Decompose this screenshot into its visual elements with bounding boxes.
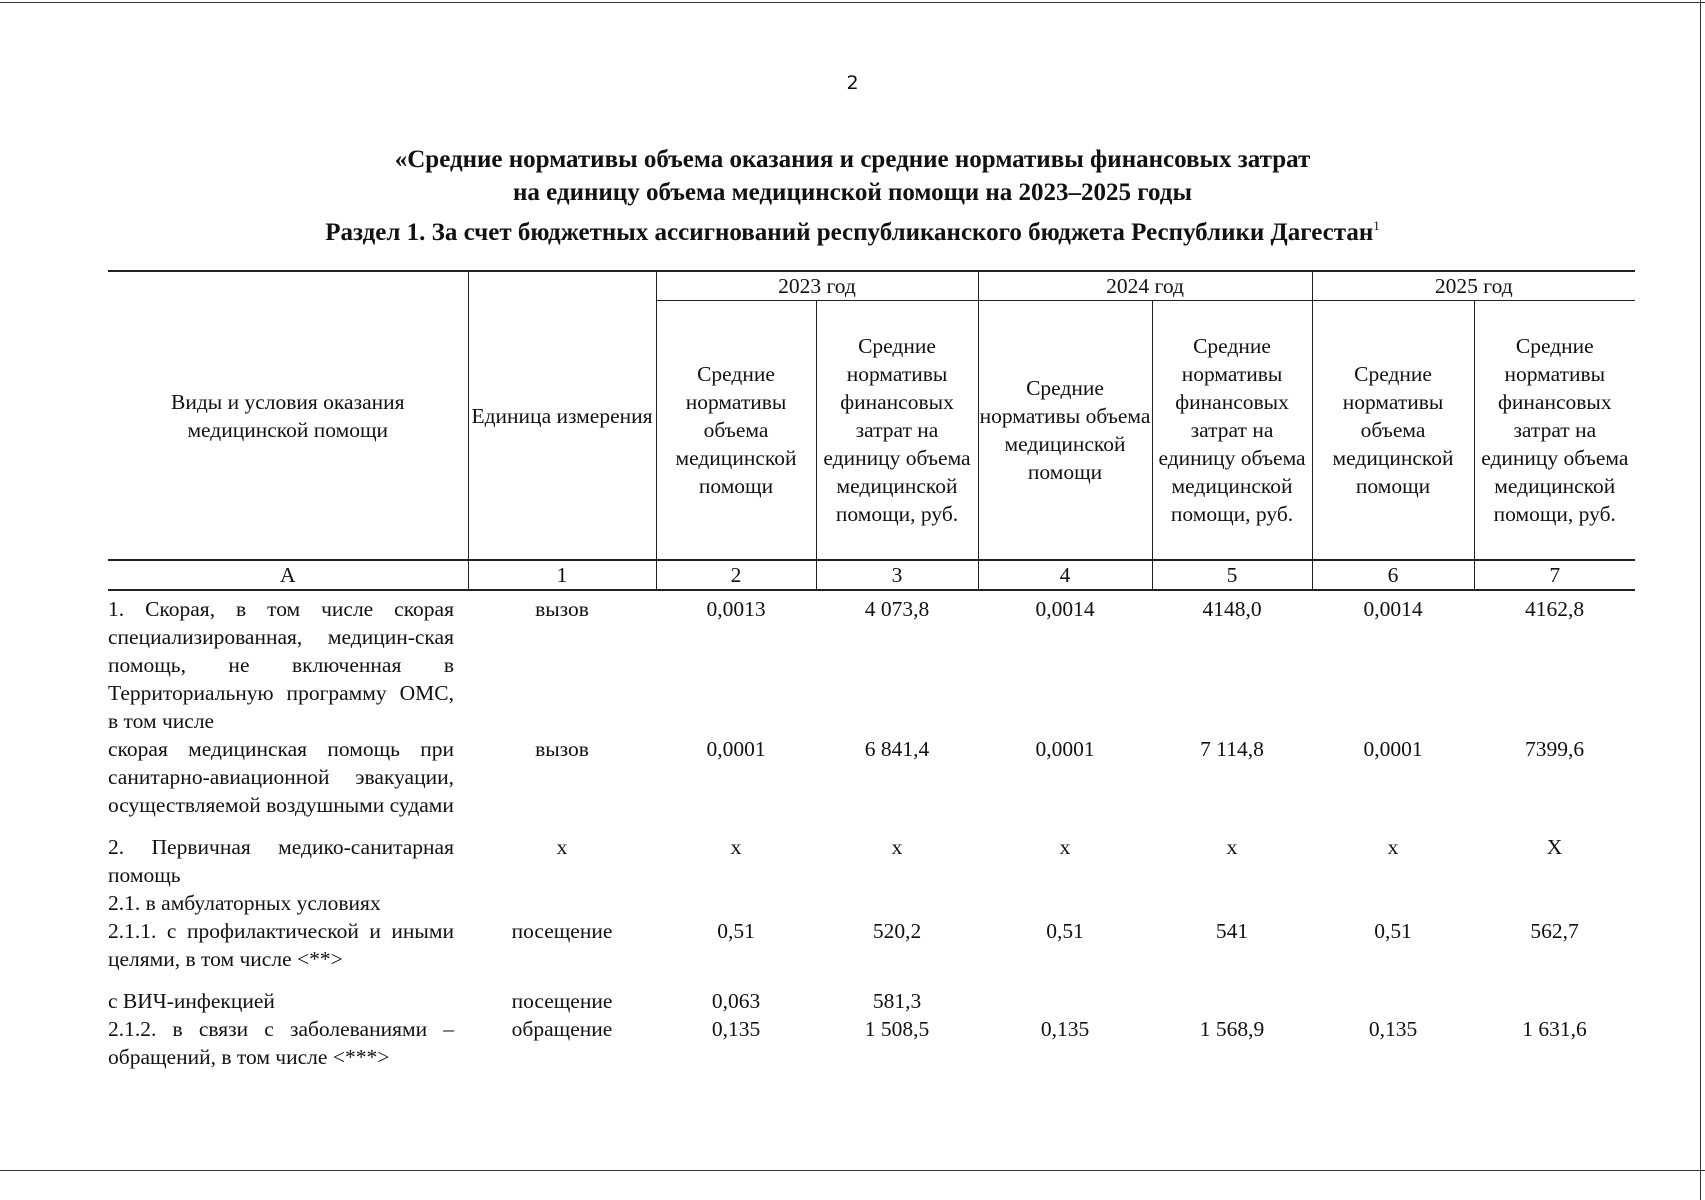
volume-2024: 0,135	[1040, 1017, 1090, 1041]
volume-2025	[1312, 987, 1474, 1015]
row-unit	[468, 889, 656, 917]
volume-2025: 0,0014	[1363, 597, 1423, 621]
header-row-column-numbers	[108, 560, 1635, 590]
table-row	[108, 833, 1635, 889]
header-year-2023: 2023 год	[656, 271, 978, 301]
cost-2025: 562,7	[1530, 919, 1579, 943]
cost-2023: x	[891, 835, 903, 859]
cost-2024: 1 568,9	[1199, 1017, 1265, 1041]
column-number: 2	[656, 560, 816, 590]
row-unit: вызов	[535, 737, 589, 761]
header-cost-2023: Средние нормативы финансовых затрат на единицу объема медицинской помощи, руб.	[816, 301, 978, 561]
footnote-mark: 1	[1373, 218, 1380, 233]
norms-table	[108, 270, 1635, 1071]
volume-2025: x	[1387, 835, 1399, 859]
volume-2023: 0,0001	[706, 737, 766, 761]
header-types-of-care: Виды и условия оказания медицинской помощи	[170, 389, 405, 442]
row-description: 1. Скорая, в том числе скорая специализированная, медицин-ская помощь, не включенная в Территориальную программу ОМС, в том числе	[108, 597, 454, 733]
cost-2023: 581,3	[872, 989, 922, 1013]
header-year-2024: 2024 год	[978, 271, 1312, 301]
volume-2025: 0,135	[1368, 1017, 1418, 1041]
volume-2023: 0,135	[711, 1017, 761, 1041]
cost-2025	[1474, 987, 1635, 1015]
cost-2024	[1152, 987, 1312, 1015]
cost-2025: X	[1546, 835, 1563, 859]
cost-2023: 6 841,4	[864, 737, 930, 761]
header-row-years	[108, 271, 1635, 301]
volume-2024	[978, 889, 1152, 917]
table-row	[108, 917, 1635, 973]
volume-2025: 0,0001	[1363, 737, 1423, 761]
cost-2023: 4 073,8	[864, 597, 930, 621]
scan-artifact-bottom	[0, 1170, 1705, 1171]
column-number: 7	[1474, 560, 1635, 590]
row-description: 2.1. в амбулаторных условиях	[108, 891, 381, 915]
header-unit: Единица измерения	[468, 271, 656, 560]
cost-2023: 520,2	[872, 919, 922, 943]
table-row	[108, 1015, 1635, 1071]
column-number: 1	[468, 560, 656, 590]
table-row	[108, 987, 1635, 1015]
column-number: 3	[816, 560, 978, 590]
cost-2024: 541	[1215, 919, 1249, 943]
header-volume-2025: Средние нормативы объема медицинской помощи	[1312, 301, 1474, 561]
volume-2024: 0,51	[1046, 919, 1084, 943]
row-description: 2.1.1. с профилактической и иными целями, в том числе <**>	[108, 919, 454, 971]
table-row	[108, 889, 1635, 917]
title-line-3	[0, 209, 1705, 249]
row-description: с ВИЧ-инфекцией	[108, 989, 275, 1013]
table-row	[108, 735, 1635, 819]
column-number: 5	[1152, 560, 1312, 590]
title-line-1: «Средние нормативы объема оказания и средние нормативы финансовых затрат	[394, 146, 1311, 173]
row-unit: обращение	[511, 1017, 613, 1041]
volume-2025	[1312, 889, 1474, 917]
column-number: 4	[978, 560, 1152, 590]
cost-2025: 4162,8	[1524, 597, 1585, 621]
scan-artifact-top	[0, 2, 1705, 3]
section-heading: Раздел 1. За счет бюджетных ассигнований республиканского бюджета Республики Дагестан	[325, 219, 1374, 246]
row-unit: посещение	[511, 919, 613, 943]
volume-2023: 0,063	[711, 989, 761, 1013]
cost-2024: 4148,0	[1202, 597, 1262, 621]
document-title	[0, 143, 1705, 249]
title-line-2: на единицу объема медицинской помощи на 2023–2025 годы	[513, 179, 1192, 206]
volume-2023	[656, 889, 816, 917]
volume-2023: 0,0013	[706, 597, 766, 621]
row-description: скорая медицинская помощь при санитарно-авиационной эвакуации, осуществляемой воздушными судами	[108, 737, 454, 817]
column-number: А	[108, 560, 468, 590]
header-volume-2024: Средние нормативы объема медицинской помощи	[978, 301, 1152, 561]
cost-2023: 1 508,5	[864, 1017, 930, 1041]
volume-2025: 0,51	[1374, 919, 1412, 943]
row-unit: посещение	[511, 989, 613, 1013]
row-spacer	[108, 819, 1635, 833]
cost-2025	[1474, 889, 1635, 917]
cost-2025: 7399,6	[1524, 737, 1585, 761]
row-unit: вызов	[535, 597, 589, 621]
header-year-2025: 2025 год	[1312, 271, 1635, 301]
page-number: 2	[846, 72, 859, 94]
header-volume-2023: Средние нормативы объема медицинской помощи	[656, 301, 816, 561]
volume-2024: 0,0001	[1035, 737, 1095, 761]
row-unit: x	[556, 835, 568, 859]
cost-2024: 7 114,8	[1200, 737, 1264, 761]
row-description: 2. Первичная медико-санитарная помощь	[108, 835, 454, 887]
volume-2023: x	[730, 835, 742, 859]
cost-2024: x	[1226, 835, 1238, 859]
volume-2024: x	[1059, 835, 1071, 859]
cost-2025: 1 631,6	[1522, 1017, 1587, 1041]
row-description: 2.1.2. в связи с заболеваниями – обращений, в том числе <***>	[108, 1017, 454, 1069]
cost-2024	[1152, 889, 1312, 917]
row-spacer	[108, 973, 1635, 987]
cost-2023	[816, 889, 978, 917]
table-row	[108, 590, 1635, 735]
volume-2023: 0,51	[717, 919, 755, 943]
header-cost-2024: Средние нормативы финансовых затрат на единицу объема медицинской помощи, руб.	[1152, 301, 1312, 561]
norms-table-container	[108, 270, 1635, 1071]
volume-2024: 0,0014	[1035, 597, 1095, 621]
volume-2024	[978, 987, 1152, 1015]
header-cost-2025: Средние нормативы финансовых затрат на единицу объема медицинской помощи, руб.	[1474, 301, 1635, 561]
column-number: 6	[1312, 560, 1474, 590]
